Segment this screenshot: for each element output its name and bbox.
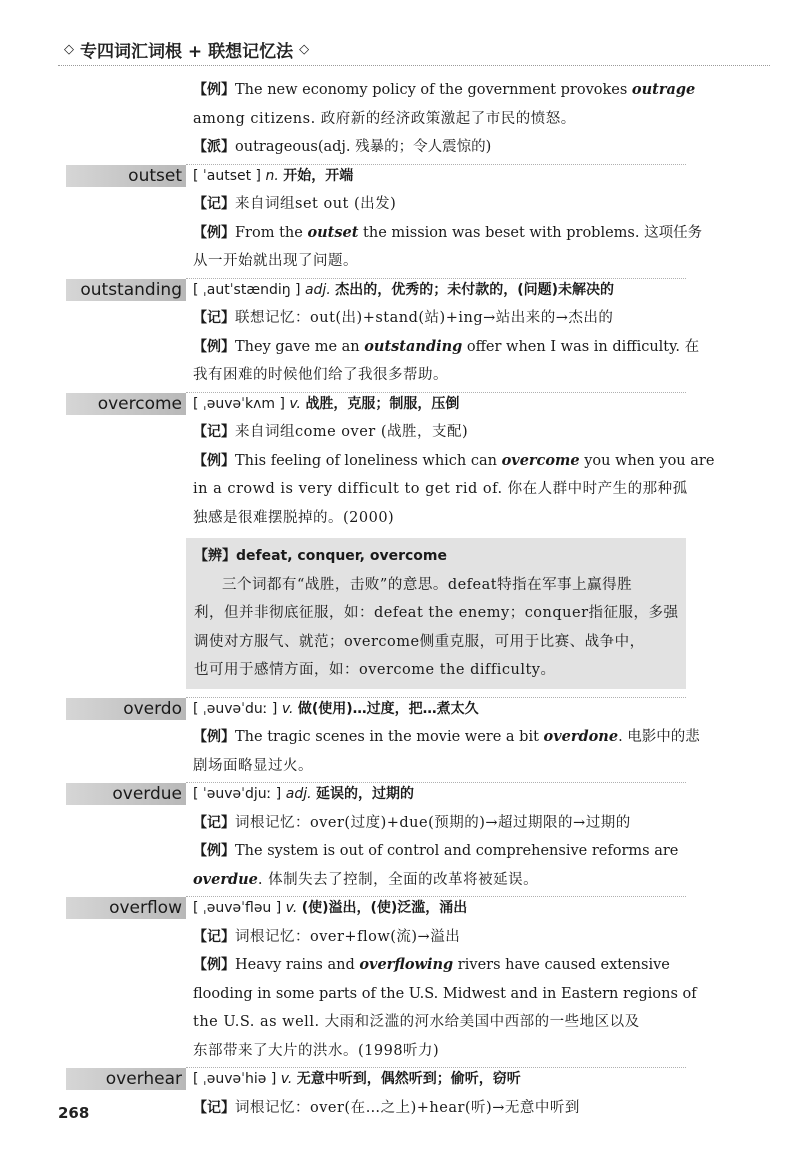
- pronunciation: [ ˌəuvəˈfləu ]: [193, 900, 282, 916]
- memory-tag: 【记】: [193, 196, 235, 212]
- memory-text: 词根记忆：over(在…之上)+hear(听)→无意中听到: [235, 1099, 580, 1116]
- memory-text: 联想记忆：out(出)+stand(站)+ing→站出来的→杰出的: [235, 310, 614, 326]
- example-overflow-line3: the U.S. as well. 大雨和泛滥的河水给美国中西部的一些地区以及: [193, 1014, 640, 1030]
- memory-tag: 【记】: [193, 1099, 235, 1116]
- example-overcome-line1: [193, 447, 715, 476]
- pronunciation: [ ˌautˈstændiŋ ]: [193, 281, 301, 298]
- entry-overcome: [0, 390, 800, 419]
- example-text: . 体制失去了控制，全面的改革将被延误。: [257, 871, 539, 888]
- example-tag: 【例】: [193, 338, 235, 355]
- example-outset-line1: [193, 219, 703, 248]
- intro-example-line1: [193, 76, 696, 105]
- pron-def-overhear: [193, 1065, 685, 1094]
- part-of-speech: v.: [280, 1071, 293, 1087]
- entry-overdue: [0, 780, 800, 809]
- intro-example-line2: among citizens. 政府新的经济政策激起了市民的愤怒。: [193, 110, 576, 127]
- headword-outstanding: outstanding: [66, 279, 186, 301]
- pron-def-overflow: [193, 894, 685, 923]
- headword-overhear: overhear: [66, 1068, 186, 1090]
- headword-emphasis: outset: [307, 223, 359, 241]
- example-overdue-line1: [193, 837, 685, 866]
- pronunciation: [ ˌəuvəˈkʌm ]: [193, 395, 285, 412]
- example-tag: 【例】: [193, 729, 235, 745]
- example-overcome-line2: in a crowd is very difficult to get rid of. 你在人群中时产生的那种孤: [193, 481, 688, 497]
- example-text: From the: [235, 224, 308, 241]
- headword-overcome: overcome: [66, 393, 186, 415]
- pron-def-overcome: [193, 390, 685, 419]
- memory-outstanding: [193, 304, 685, 333]
- memory-text: 词根记忆：over(过度)+due(预期的)→超过期限的→过期的: [235, 814, 631, 831]
- part-of-speech: v.: [289, 395, 301, 412]
- pronunciation: [ ˌəuvəˈhiə ]: [193, 1071, 277, 1087]
- example-tag: 【例】: [193, 82, 235, 98]
- entry-overflow: [0, 894, 800, 923]
- memory-tag: 【记】: [193, 424, 235, 440]
- example-outset-line2: 从一开始就出现了问题。: [193, 253, 358, 269]
- part-of-speech: n.: [265, 167, 279, 184]
- memory-text: 词根记忆：over+flow(流)→溢出: [235, 928, 461, 945]
- example-tag: 【例】: [193, 452, 235, 469]
- running-header: [58, 34, 758, 64]
- headword-outset: outset: [66, 165, 186, 187]
- example-text: offer when I was in difficulty. 在: [462, 338, 700, 355]
- pron-def-outstanding: [193, 276, 685, 305]
- example-text: They gave me an: [235, 338, 365, 355]
- example-text: the mission was beset with problems. 这项任务: [358, 224, 703, 241]
- pron-def-overdo: [193, 695, 685, 724]
- example-tag: 【例】: [193, 843, 235, 859]
- distinction-title-line: [194, 542, 680, 571]
- definition: 杰出的，优秀的；未付款的，(问题)未解决的: [335, 281, 615, 298]
- example-overflow-line1: [193, 951, 685, 980]
- headword-overflow: overflow: [66, 897, 186, 919]
- derivative-tag: 【派】: [193, 139, 235, 155]
- memory-overhear: [193, 1094, 685, 1123]
- pronunciation: [ ˈəuvəˈdjuː ]: [193, 786, 282, 802]
- headword-emphasis: overdone: [543, 728, 619, 745]
- distinction-title: defeat, conquer, overcome: [236, 548, 447, 564]
- memory-overcome: [193, 418, 685, 447]
- entry-overhear: [0, 1065, 800, 1094]
- definition: 开始，开端: [283, 167, 354, 184]
- headword-overdo: overdo: [66, 698, 186, 720]
- header-title: 专四词汇词根 + 联想记忆法: [80, 41, 294, 62]
- example-text: Heavy rains and: [235, 957, 360, 973]
- example-text: The system is out of control and comprehensive reforms are: [235, 843, 679, 859]
- distinction-line4: 也可用于感情方面，如：overcome the difficulty。: [194, 662, 556, 678]
- distinction-box: [186, 538, 686, 689]
- example-overcome-line3: 独感是很难摆脱掉的。(2000): [193, 509, 395, 526]
- definition: 无意中听到，偶然听到；偷听，窃听: [296, 1071, 521, 1087]
- pron-def-outset: [193, 162, 685, 191]
- memory-overdue: [193, 809, 685, 838]
- header-divider: [58, 65, 770, 66]
- distinction-tag: 【辨】: [194, 548, 236, 564]
- example-outstanding-line2: 我有困难的时候他们给了我很多帮助。: [193, 367, 448, 383]
- memory-text: 来自词组come over (战胜，支配): [235, 424, 469, 440]
- example-tag: 【例】: [193, 224, 235, 241]
- memory-outset: [193, 190, 685, 219]
- part-of-speech: adj.: [285, 786, 312, 802]
- memory-tag: 【记】: [193, 814, 235, 831]
- definition: 战胜，克服；制服，压倒: [305, 395, 460, 412]
- page-number: 268: [58, 1104, 90, 1122]
- example-text: The tragic scenes in the movie were a bit: [235, 729, 544, 745]
- memory-text: 来自词组set out (出发): [235, 196, 397, 212]
- example-overdo-line2: 剧场面略显过火。: [193, 757, 313, 774]
- example-text: This feeling of loneliness which can: [235, 452, 502, 469]
- example-text: . 电影中的悲: [618, 729, 700, 745]
- example-outstanding-line1: [193, 333, 700, 362]
- distinction-line3: 调使对方服气、就范；overcome侧重克服，可用于比赛、战争中，: [194, 633, 645, 650]
- example-text: The new economy policy of the government provokes: [235, 82, 632, 98]
- entries-content: [0, 76, 800, 1122]
- diamond-left-icon: ◇: [64, 41, 74, 57]
- example-text: you when you are: [579, 452, 715, 469]
- entry-outstanding: [0, 276, 800, 305]
- definition: (使)溢出，(使)泛滥，涌出: [301, 900, 468, 916]
- distinction-line2: 利，但并非彻底征服，如：defeat the enemy；conquer指征服，多强: [194, 605, 679, 621]
- headword-emphasis: outstanding: [364, 337, 463, 355]
- example-text: rivers have caused extensive: [453, 957, 670, 973]
- memory-tag: 【记】: [193, 310, 235, 326]
- example-tag: 【例】: [193, 957, 235, 973]
- example-overdue-line2: [193, 866, 685, 895]
- example-overdo-line1: [193, 723, 700, 752]
- intro-derivative-line: [193, 133, 685, 162]
- headword-emphasis: outrage: [631, 81, 696, 98]
- headword-overdue: overdue: [66, 783, 186, 805]
- pronunciation: [ ˌəuvəˈduː ]: [193, 700, 278, 717]
- distinction-line1: 三个词都有“战胜，击败”的意思。defeat特指在军事上赢得胜: [222, 576, 633, 593]
- example-overflow-line2: flooding in some parts of the U.S. Midwest and in Eastern regions of: [193, 985, 697, 1002]
- memory-tag: 【记】: [193, 928, 235, 945]
- example-overflow-line4: 东部带来了大片的洪水。(1998听力): [193, 1042, 440, 1059]
- definition: 延误的，过期的: [316, 786, 414, 802]
- entry-outset: [0, 162, 800, 191]
- headword-emphasis: overflowing: [359, 956, 454, 973]
- pronunciation: [ ˈautset ]: [193, 167, 262, 184]
- entry-overdo: [0, 695, 800, 724]
- part-of-speech: v.: [285, 900, 298, 916]
- part-of-speech: adj.: [304, 281, 331, 298]
- definition: 做(使用)…过度，把…煮太久: [297, 700, 479, 717]
- memory-overflow: [193, 923, 685, 952]
- part-of-speech: v.: [281, 700, 294, 717]
- headword-emphasis: overdue: [193, 870, 258, 888]
- diamond-right-icon: ◇: [299, 41, 310, 57]
- derivative-text: outrageous(adj. 残暴的；令人震惊的): [235, 139, 492, 155]
- pron-def-overdue: [193, 780, 685, 809]
- headword-emphasis: overcome: [501, 451, 580, 469]
